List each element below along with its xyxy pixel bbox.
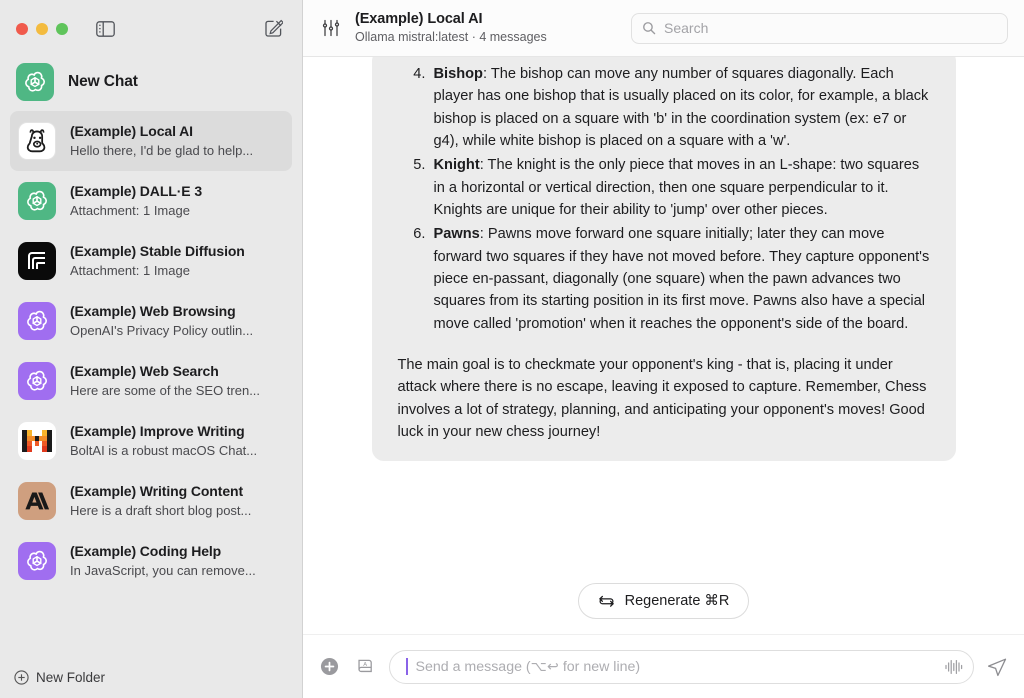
svg-text:A: A — [362, 661, 367, 668]
regenerate-button[interactable] — [578, 583, 750, 619]
chat-list — [0, 111, 302, 656]
sidebar — [0, 0, 303, 698]
chat-item-title: (Example) Coding Help — [70, 542, 222, 559]
chat-list-item-improve-writing[interactable] — [10, 411, 292, 471]
chat-item-subtitle: Here are some of the SEO tren... — [70, 382, 261, 398]
chess-piece-list-item — [430, 223, 930, 335]
chat-item-title: (Example) Improve Writing — [70, 422, 245, 439]
assistant-message-bubble — [372, 57, 956, 461]
chess-piece-list-item — [430, 154, 930, 221]
chat-item-text — [70, 482, 284, 521]
new-chat-row[interactable] — [0, 57, 302, 111]
header-title-block — [355, 10, 547, 47]
chat-list-item-web-browsing[interactable] — [10, 291, 292, 351]
chat-list-item-writing-content[interactable] — [10, 471, 292, 531]
sliders-icon[interactable] — [321, 18, 341, 38]
chess-piece-term: Bishop — [433, 66, 483, 82]
new-chat-label: New Chat — [68, 73, 138, 90]
chat-item-subtitle: Attachment: 1 Image — [70, 262, 190, 278]
message-input-placeholder: Send a message (⌥↩ for new line) — [415, 658, 641, 675]
send-icon[interactable] — [986, 656, 1008, 678]
conversation-subtitle: Ollama mistral:latest · 4 messages — [355, 30, 547, 45]
chat-item-text — [70, 362, 284, 401]
chess-piece-term: Knight — [433, 157, 480, 174]
chat-list-item-coding-help[interactable] — [10, 531, 292, 591]
chat-list-item-web-search[interactable] — [10, 351, 292, 411]
chess-piece-term: Pawns — [433, 226, 480, 243]
openai-purple-avatar — [18, 302, 56, 340]
openai-purple-avatar — [18, 542, 56, 580]
waveform-icon[interactable] — [943, 658, 965, 676]
chat-item-text — [70, 242, 284, 281]
plus-circle-icon[interactable] — [14, 670, 29, 685]
mistral-avatar — [18, 422, 56, 460]
openai-purple-avatar — [18, 362, 56, 400]
chess-piece-description: : The knight is the only piece that moves in an L-shape: two squares in a horizontal or vertical direction, then one square perpendicular to it. Knights are unique for their ability to 'jump' over other pieces. — [433, 157, 920, 218]
chat-item-title: (Example) Writing Content — [70, 482, 244, 499]
message-input[interactable] — [389, 650, 974, 684]
llama-avatar — [18, 122, 56, 160]
chat-item-subtitle: In JavaScript, you can remove... — [70, 562, 256, 578]
traffic-lights — [16, 23, 68, 35]
close-window-button[interactable] — [16, 23, 28, 35]
openai-green-avatar — [16, 63, 54, 101]
chat-list-item-dalle-3[interactable] — [10, 171, 292, 231]
chat-item-subtitle: Attachment: 1 Image — [70, 202, 190, 218]
new-chat-compose-icon[interactable] — [260, 16, 286, 42]
search-icon — [642, 21, 656, 35]
chat-item-text — [70, 182, 284, 221]
search-input[interactable] — [631, 13, 1008, 44]
chat-item-text — [70, 422, 284, 461]
chat-item-title: (Example) Local AI — [70, 122, 193, 139]
chat-list-item-local-ai[interactable] — [10, 111, 292, 171]
chat-item-subtitle: BoltAI is a robust macOS Chat... — [70, 442, 258, 458]
chat-item-title: (Example) Web Browsing — [70, 302, 236, 319]
sidebar-footer — [0, 656, 302, 698]
chat-item-title: (Example) DALL·E 3 — [70, 182, 202, 199]
chess-piece-description: : Pawns move forward one square initially; later they can move forward two squares if they have not moved before. They capture opponent's piece en-passant, diagonally (one square) when the pawn advances two squares from its starting position in its first move. Pawns also have a special move called 'promotion' when it reaches the opponent's side of the board. — [433, 226, 930, 332]
main-panel — [303, 0, 1024, 698]
stability-black-avatar — [18, 242, 56, 280]
new-folder-button[interactable]: New Folder — [36, 669, 106, 685]
chat-item-subtitle: Hello there, I'd be glad to help... — [70, 142, 254, 158]
conversation-scroll-area[interactable] — [303, 57, 1024, 556]
message-composer — [303, 634, 1024, 698]
chat-item-title: (Example) Web Search — [70, 362, 219, 379]
conversation-header — [303, 0, 1024, 57]
plus-circle-icon[interactable] — [317, 655, 341, 679]
chess-piece-list-item — [430, 63, 930, 152]
chat-item-title: (Example) Stable Diffusion — [70, 242, 245, 259]
sidebar-titlebar — [0, 0, 302, 57]
chat-item-subtitle: Here is a draft short blog post... — [70, 502, 252, 518]
zoom-window-button[interactable] — [56, 23, 68, 35]
regenerate-area — [303, 556, 1024, 634]
openai-green-avatar — [18, 182, 56, 220]
chat-item-text — [70, 302, 284, 341]
minimize-window-button[interactable] — [36, 23, 48, 35]
refresh-icon — [598, 594, 615, 609]
closing-paragraph: The main goal is to checkmate your opponent's king - that is, placing it under attack where there is no escape, leaving it exposed to capture. Remember, Chess involves a lot of strategy, planning, and anticipating your opponent's moves! Good luck in your new chess journey! — [397, 356, 927, 440]
sidebar-toggle-icon[interactable] — [92, 16, 118, 42]
book-icon[interactable] — [353, 655, 377, 679]
chess-piece-list — [402, 63, 930, 335]
text-caret — [406, 658, 408, 675]
chat-item-text — [70, 122, 284, 161]
chess-piece-description: : The bishop can move any number of squares diagonally. Each player has one bishop that is usually placed on its color, for example, a black bishop is placed on a square with 'b' in the coordination system (ex: e7 or g4), while white bishop is placed on a square with a 'w'. — [433, 66, 929, 149]
conversation-title: (Example) Local AI — [355, 10, 483, 27]
regenerate-label: Regenerate ⌘R — [624, 593, 730, 609]
chat-item-text — [70, 542, 284, 581]
chat-item-subtitle: OpenAI's Privacy Policy outlin... — [70, 322, 254, 338]
chat-list-item-stable-diffusion[interactable] — [10, 231, 292, 291]
anthropic-avatar — [18, 482, 56, 520]
search-placeholder: Search — [664, 20, 709, 36]
